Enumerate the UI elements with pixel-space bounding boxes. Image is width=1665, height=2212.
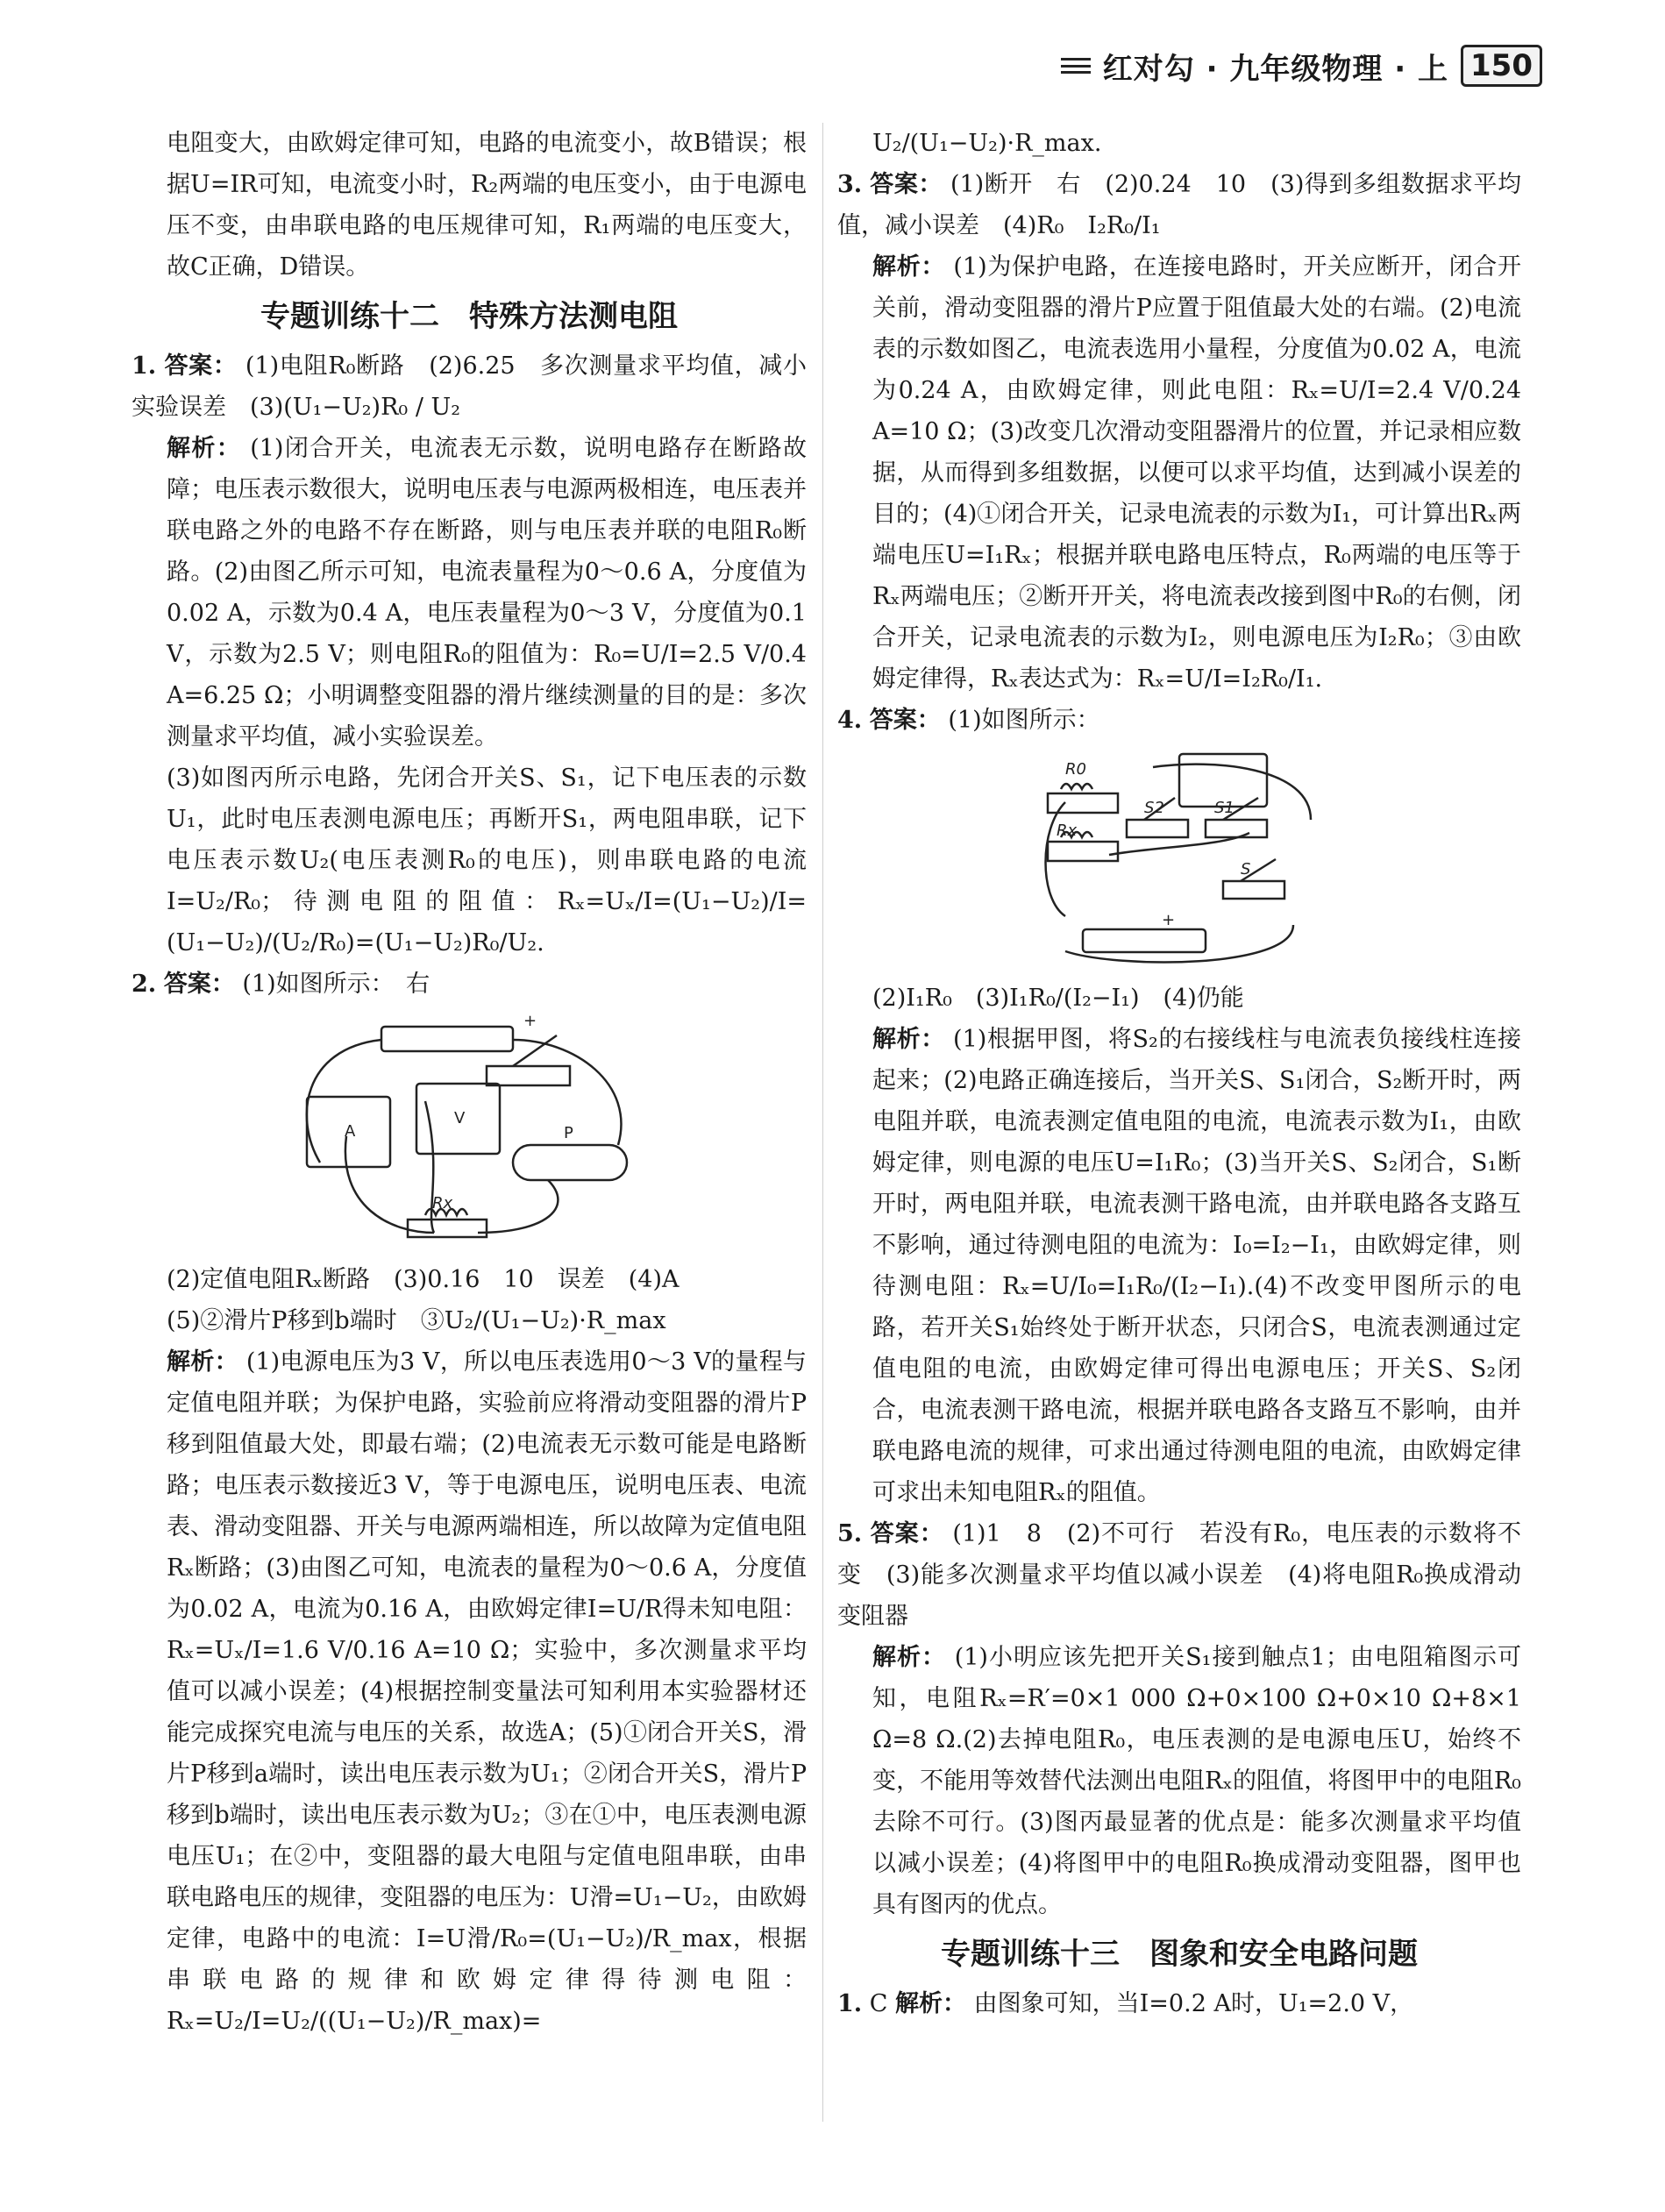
analysis-text: (1)为保护电路，在连接电路时，开关应断开，闭合开关前，滑动变阻器的滑片P应置于阻值最大处的右端。(2)电流表的示数如图乙，电流表选用小量程，分度值为0.02 A，电流为0.24 A，由欧姆定律，则此电阻：Rₓ=U/I=2.4 V/0.24 A=10 Ω；(3)改变几次滑动变阻器滑片的位置，并记录相应数据，从而得到多组数据，以便可以求平均值，达到减小误差的目的；(4)①闭合开关，记录电流表的示数为I₁，可计算出Rₓ两端电压U=I₁Rₓ；根据并联电路电压特点，R₀两端的电压等于Rₓ两端电压；②断开开关，将电流表改接到图中R₀的右侧，闭合开关，记录电流表的示数为I₂，则电源电压为I₂R₀；③由欧姆定律得，Rₓ表达式为：Rₓ=U/I=I₂R₀/I₁. <box>872 253 1521 693</box>
question-number: 1. <box>837 1990 863 2017</box>
answer-text: (1)如图所示： 右 <box>242 971 430 998</box>
question-number: 2. <box>132 971 157 998</box>
analysis-text: (1)闭合开关，电流表无示数，说明电路存在断路故障；电压表示数很大，说明电压表与电源两极相连，电压表并联电路之外的电路不存在断路，则与电压表并联的电阻R₀断路。(2)由图乙所示可知，电流表量程为0～0.6 A，分度值为0.02 A，示数为0.4 A，电压表量程为0～3 V，分度值为0.1 V，示数为2.5 V；则电阻R₀的阻值为：R₀=U/I=2.5 V/0.4 A=6.25 Ω；小明调整变阻器的滑片继续测量的目的是：多次测量求平均值，减小实验误差。 <box>167 435 807 750</box>
rx-base <box>1048 842 1118 861</box>
analysis-text: (3)如图丙所示电路，先闭合开关S、S₁，记下电压表的示数U₁，此时电压表测电源电压；再断开S₁，两电阻串联，记下电压表示数U₂(电压表测R₀的电压)，则串联电路的电流I=U₂/R₀；待测电阻的阻值：Rₓ=Uₓ/I=(U₁−U₂)/I=(U₁−U₂)/(U₂/R₀)=(U₁−U₂)R₀/U₂. <box>167 765 807 957</box>
answer-label: 答案： <box>164 352 238 380</box>
question-3 <box>837 164 1521 700</box>
rheostat <box>513 1145 627 1180</box>
section-title-12: 专题训练十二 特殊方法测电阻 <box>260 299 678 334</box>
answer-text: (1)电阻R₀断路 (2)6.25 多次测量求平均值，减小实验误差 (3)(U₁−U₂)R₀ / U₂ <box>132 352 807 421</box>
carry-over-formula: U₂/(U₁−U₂)·R_max. <box>872 130 1102 157</box>
question-2 <box>132 964 807 2042</box>
analysis-text: (1)电源电压为3 V，所以电压表选用0～3 V的量程与定值电阻并联；为保护电路，实验前应将滑动变阻器的滑片P移到阻值最大处，即最右端；(2)电流表无示数可能是电路断路；电压表示数接近3 V，等于电源电压，说明电压表、电流表、滑动变阻器、开关与电源两端相连，所以故障为定值电阻Rₓ断路；(3)由图乙可知，电流表的量程为0～0.6 A，分度值为0.02 A，电流为0.16 A，由欧姆定律I=U/R得未知电阻：Rₓ=Uₓ/I=1.6 V/0.16 A=10 Ω；实验中，多次测量求平均值可以减小误差；(4)根据控制变量法可知利用本实验器材还能完成探究电流与电压的关系，故选A；(5)①闭合开关S，滑片P移到a端时，读出电压表示数为U₁；②闭合开关S，滑片P移到b端时，读出电压表示数为U₂；③在①中，电压表测电源电压U₁；在②中，变阻器的最大电阻与定值电阻串联，由串联电路电压的规律，变阻器的电压为：U滑=U₁−U₂，由欧姆定律，电路中的电流：I=U滑/R₀=(U₁−U₂)/R_max，根据串联电路的规律和欧姆定律得待测电阻：Rₓ=U₂/I=U₂/((U₁−U₂)/R_max)= <box>167 1348 808 2035</box>
page-number: 150 <box>1461 45 1542 87</box>
battery <box>381 1027 513 1051</box>
resistor-base <box>408 1220 487 1237</box>
question-number: 1. <box>132 352 157 380</box>
wire <box>307 1040 381 1163</box>
answer-text: (2)定值电阻Rₓ断路 (3)0.16 10 误差 (4)A <box>167 1266 680 1293</box>
analysis-label: 解析： <box>167 1348 238 1376</box>
analysis-label: 解析： <box>872 1026 945 1053</box>
question-13-1 <box>837 1983 1521 2024</box>
voltmeter-label: V <box>454 1109 466 1127</box>
slider-label: P <box>564 1124 573 1142</box>
question-number: 4. <box>837 707 863 734</box>
section-title-13: 专题训练十三 图象和安全电路问题 <box>941 1937 1418 1972</box>
resistor-label: Rx <box>432 1194 453 1213</box>
answer-label: 答案： <box>870 1520 944 1547</box>
switch-base <box>487 1066 570 1085</box>
question-4 <box>837 700 1521 1513</box>
r0-label: R0 <box>1065 760 1086 779</box>
answer-label: 答案： <box>163 971 235 998</box>
analysis-label: 解析： <box>167 435 242 462</box>
circuit-diagram-4 <box>1030 750 1328 969</box>
answer-text: C <box>869 1990 888 2017</box>
answer-text: (1)如图所示： <box>948 707 1100 734</box>
s1-label: S1 <box>1214 799 1235 817</box>
answer-text: (2)I₁R₀ (3)I₁R₀/(I₂−I₁) (4)仍能 <box>872 985 1244 1012</box>
plus-label: + <box>1162 911 1176 929</box>
analysis-label: 解析： <box>872 1644 947 1671</box>
switch-s1-base <box>1206 820 1267 837</box>
question-number: 3. <box>837 171 863 198</box>
switch-s-base <box>1223 881 1284 899</box>
question-5 <box>837 1513 1521 1925</box>
question-number: 5. <box>837 1520 863 1547</box>
left-column <box>132 123 807 2042</box>
s-label: S <box>1241 860 1251 878</box>
question-1 <box>132 345 807 964</box>
answer-text: (1)断开 右 (2)0.24 10 (3)得到多组数据求平均值，减小误差 (4)R₀ I₂R₀/I₁ <box>837 171 1522 239</box>
answer-text: (1)1 8 (2)不可行 若没有R₀，电压表的示数将不变 (3)能多次测量求平均值以减小误差 (4)将电阻R₀换成滑动变阻器 <box>837 1520 1522 1630</box>
s2-label: S2 <box>1144 799 1164 817</box>
intro-paragraph: 电阻变大，由欧姆定律可知，电路的电流变小，故B错误；根据U=IR可知，电流变小时，R₂两端的电压变小，由于电源电压不变，由串联电路的电压规律可知，R₁两端的电压变大，故C正确，D错误。 <box>167 130 807 281</box>
analysis-text: (1)根据甲图，将S₂的右接线柱与电流表负接线柱连接起来；(2)电路正确连接后，当开关S、S₁闭合，S₂断开时，两电阻并联，电流表测定值电阻的电流，电流表示数为I₁，由欧姆定律，则电源的电压U=I₁R₀；(3)当开关S、S₂闭合，S₁断开时，两电阻并联，电流表测干路电流，由并联电路各支路互不影响，通过待测电阻的电流为：I₀=I₂−I₁，由欧姆定律，则待测电阻：Rₓ=U/I₀=I₁R₀/(I₂−I₁).(4)不改变甲图所示的电路，若开关S₁始终处于断开状态，只闭合S，电流表测通过定值电阻的电流，由欧姆定律可得出电源电压；开关S、S₂闭合，电流表测干路电流，根据并联电路各支路互不影响，由并联电路电流的规律，可求出通过待测电阻的电流，由欧姆定律可求出未知电阻Rₓ的阻值。 <box>872 1026 1521 1506</box>
r0-coil <box>1061 784 1092 789</box>
header-title: 红对勾 · 九年级物理 · 上 <box>1102 51 1449 87</box>
plus-label: + <box>523 1014 537 1030</box>
answer-label: 答案： <box>869 707 941 734</box>
wire <box>478 1180 558 1233</box>
answer-label: 答案： <box>870 171 943 198</box>
ammeter-label: A <box>345 1122 356 1141</box>
switch-s2-base <box>1127 820 1188 837</box>
analysis-label: 解析： <box>872 253 946 281</box>
answer-text: (5)②滑片P移到b端时 ③U₂/(U₁−U₂)·R_max <box>167 1307 666 1334</box>
wire <box>1065 925 1293 962</box>
analysis-text: (1)小明应该先把开关S₁接到触点1；由电阻箱图示可知，电阻Rₓ=R′=0×1 000 Ω+0×100 Ω+0×10 Ω+8×1 Ω=8 Ω.(2)去掉电阻R₀，电压表测的是电源电压U，始终不变，不能用等效替代法测出电阻Rₓ的阻值，将图甲中的电阻R₀去除不可行。(3)图丙最显著的优点是：能多次测量求平均值以减小误差；(4)将图甲中的电阻R₀换成滑动变阻器，图甲也具有图丙的优点。 <box>872 1644 1521 1918</box>
battery <box>1083 929 1206 952</box>
page-header <box>1061 44 1542 88</box>
menu-lines-icon <box>1061 58 1091 74</box>
analysis-label: 解析： <box>895 1990 967 2017</box>
circuit-diagram-2 <box>285 1014 653 1250</box>
analysis-text: 由图象可知，当I=0.2 A时，U₁=2.0 V， <box>973 1990 1414 2017</box>
column-divider <box>822 123 823 2122</box>
rx-label: Rx <box>1057 821 1078 840</box>
right-column <box>837 123 1521 2024</box>
